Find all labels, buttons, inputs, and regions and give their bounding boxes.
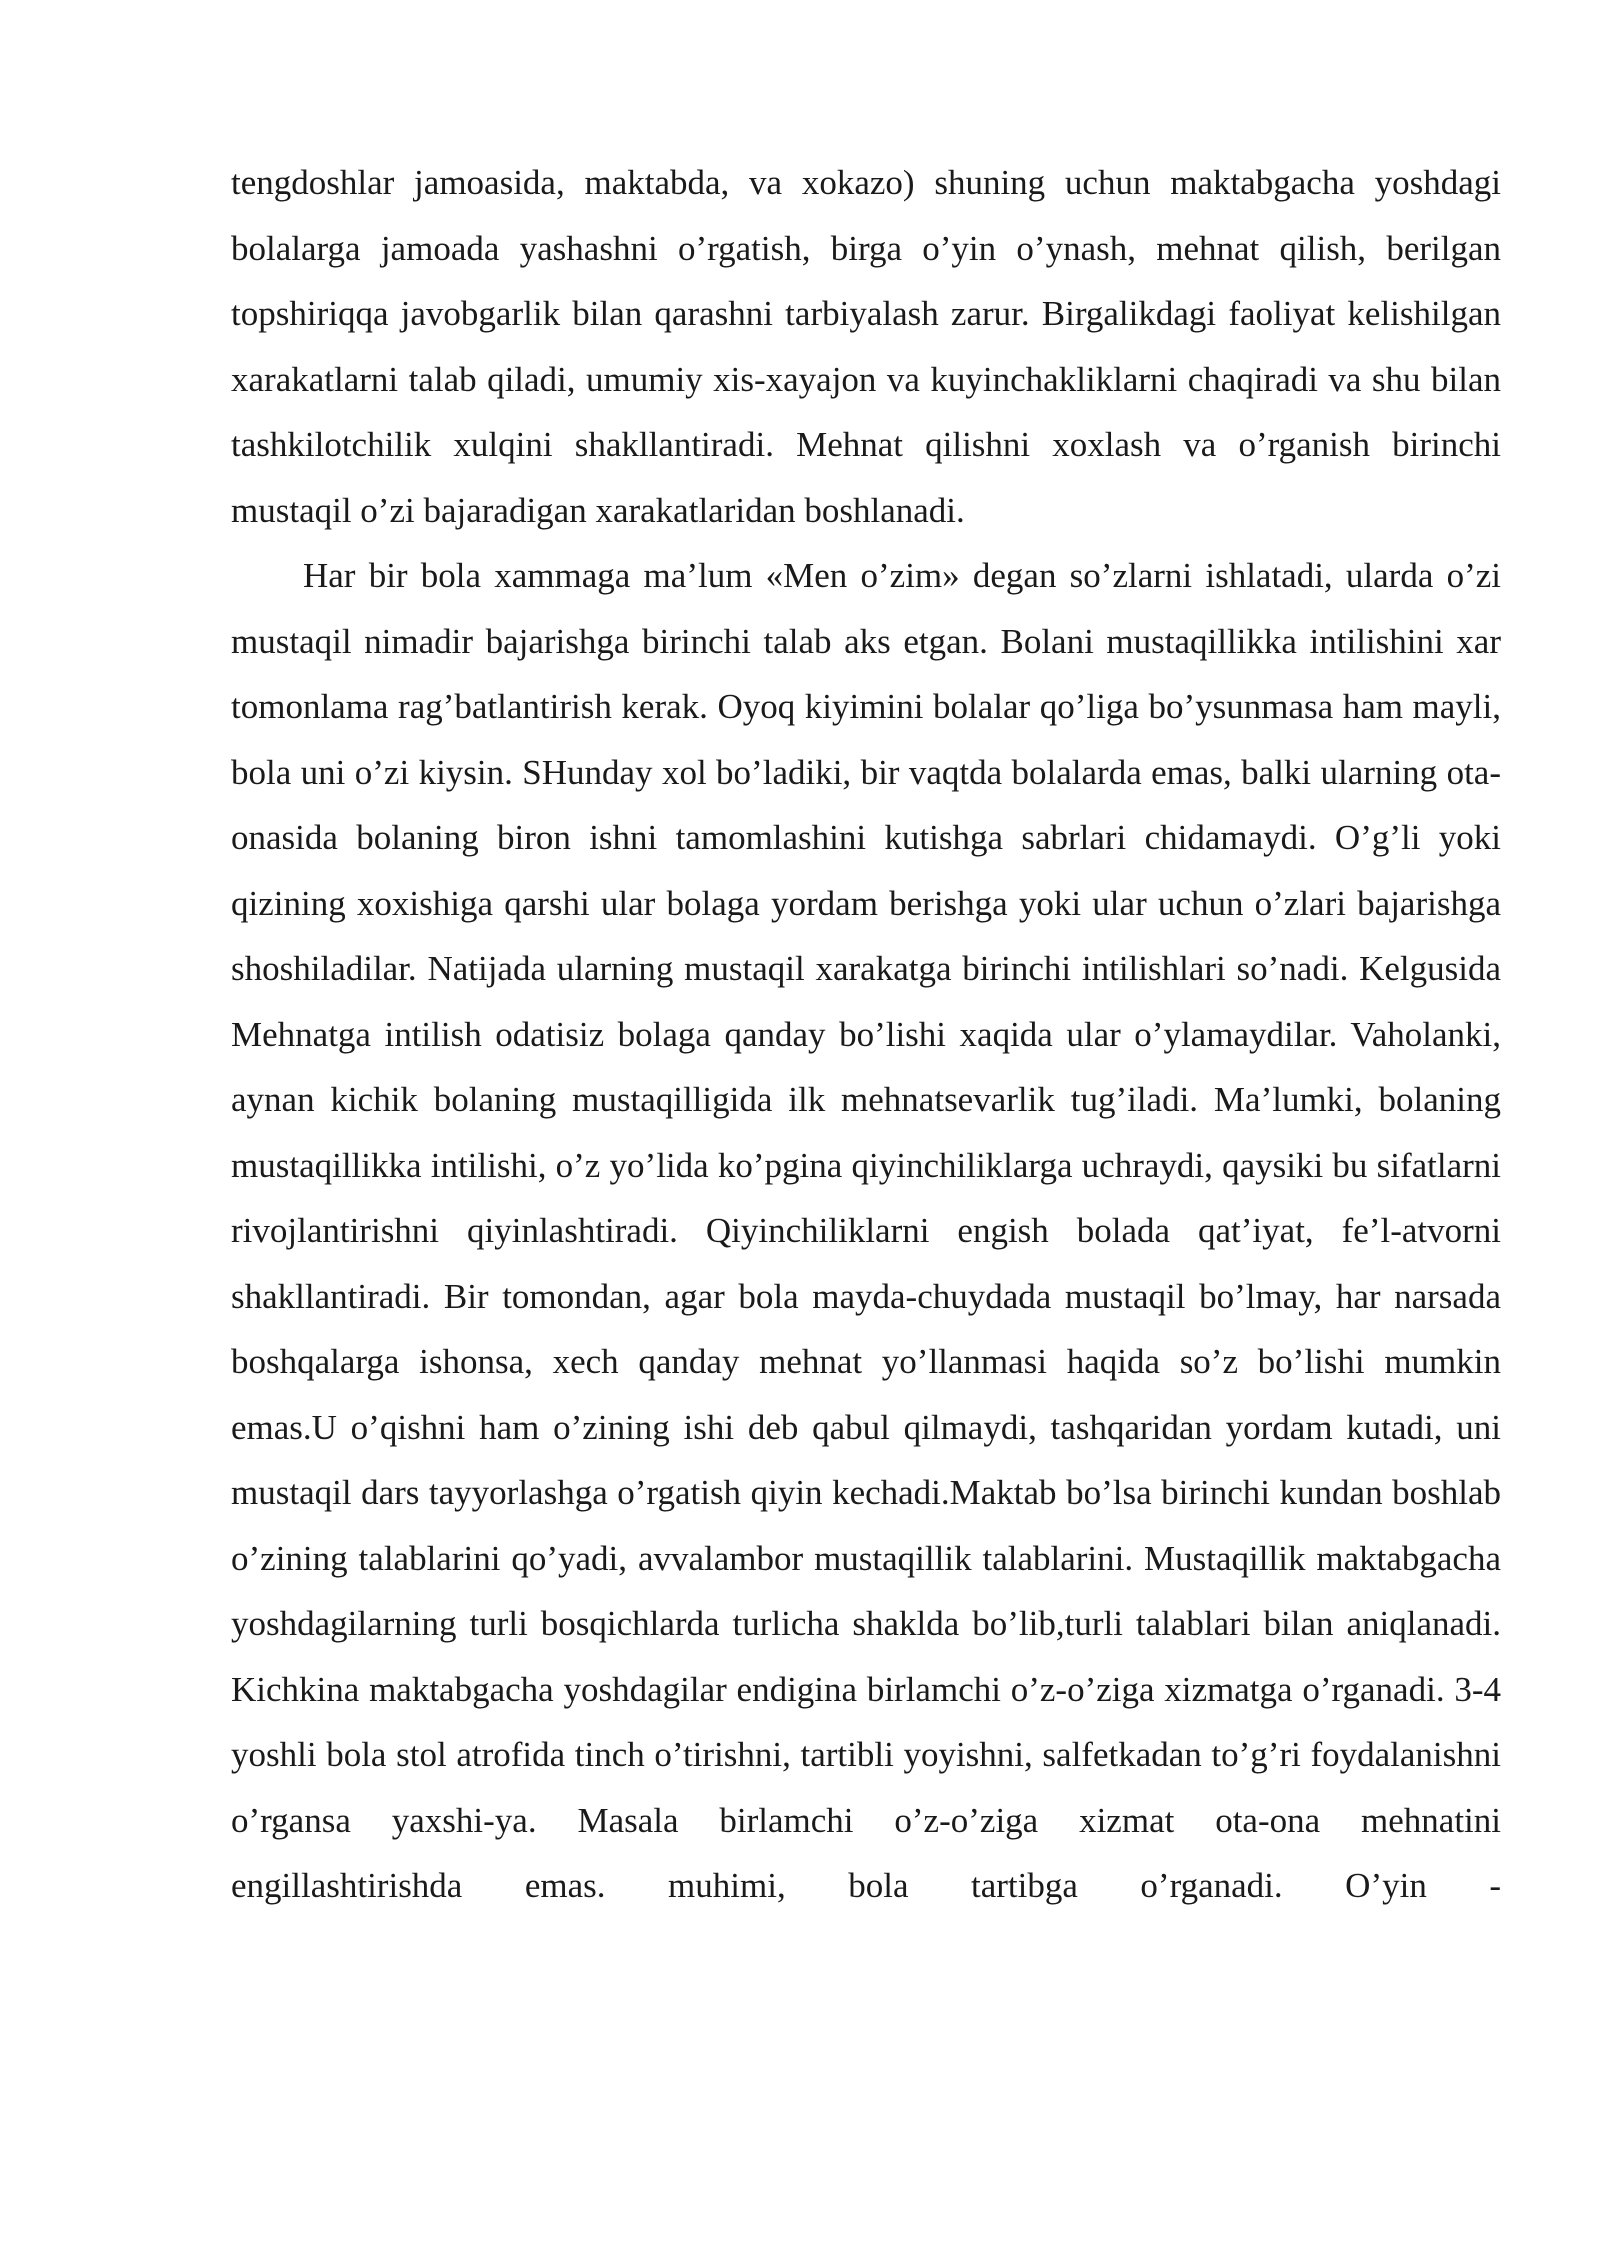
body-text	[231, 150, 1501, 1919]
paragraph-continuation: tengdoshlar jamoasida, maktabda, va xokazo) shuning uchun maktabgacha yoshdagi bolalarga jamoada yashashni o’rgatish, birga o’yin o’ynash, mehnat qilish, berilgan topshiriqqa javobgarlik bilan qarashni tarbiyalash zarur. Birgalikdagi faoliyat kelishilgan xarakatlarni talab qiladi, umumiy xis-xayajon va kuyinchakliklarni chaqiradi va shu bilan tashkilotchilik xulqini shakllantiradi. Mehnat qilishni xoxlash va o’rganish birinchi mustaqil o’zi bajaradigan xarakatlaridan boshlanadi.	[231, 163, 1501, 530]
paragraph: Har bir bola xammaga ma’lum «Men o’zim» degan so’zlarni ishlatadi, ularda o’zi mustaqil nimadir bajarishga birinchi talab aks etgan. Bolani mustaqillikka intilishini xar tomonlama rag’batlantirish kerak. Oyoq kiyimini bolalar qo’liga bo’ysunmasa ham mayli, bola uni o’zi kiysin. SHunday xol bo’ladiki, bir vaqtda bolalarda emas, balki ularning ota-onasida bolaning biron ishni tamomlashini kutishga sabrlari chidamaydi. O’g’li yoki qizining xoxishiga qarshi ular bolaga yordam berishga yoki ular uchun o’zlari bajarishga shoshiladilar. Natijada ularning mustaqil xarakatga birinchi intilishlari so’nadi. Kelgusida Mehnatga intilish odatisiz bolaga qanday bo’lishi xaqida ular o’ylamaydilar. Vaholanki, aynan kichik bolaning mustaqilligida ilk mehnatsevarlik tug’iladi. Ma’lumki, bolaning mustaqillikka intilishi, o’z yo’lida ko’pgina qiyinchiliklarga uchraydi, qaysiki bu sifatlarni rivojlantirishni qiyinlashtiradi. Qiyinchiliklarni engish bolada qat’iyat, fe’l-atvorni shakllantiradi. Bir tomondan, agar bola mayda-chuydada mustaqil bo’lmay, har narsada boshqalarga ishonsa, xech qanday mehnat yo’llanmasi haqida so’z bo’lishi mumkin emas.U o’qishni ham o’zining ishi deb qabul qilmaydi, tashqaridan yordam kutadi, uni mustaqil dars tayyorlashga o’rgatish qiyin kechadi.Maktab bo’lsa birinchi kundan boshlab o’zining talablarini qo’yadi, avvalambor mustaqillik talablarini. Mustaqillik maktabgacha yoshdagilarning turli bosqichlarda turlicha shaklda bo’lib,turli talablari bilan aniqlanadi. Kichkina maktabgacha yoshdagilar endigina birlamchi o’z-o’ziga xizmatga o’rganadi. 3-4 yoshli bola stol atrofida tinch o’tirishni, tartibli yoyishni, salfetkadan to’g’ri foydalanishni o’rgansa yaxshi-ya. Masala birlamchi o’z-o’ziga xizmat ota-ona mehnatini engillashtirishda emas. muhimi, bola tartibga o’rganadi. O’yin -	[231, 556, 1501, 1905]
